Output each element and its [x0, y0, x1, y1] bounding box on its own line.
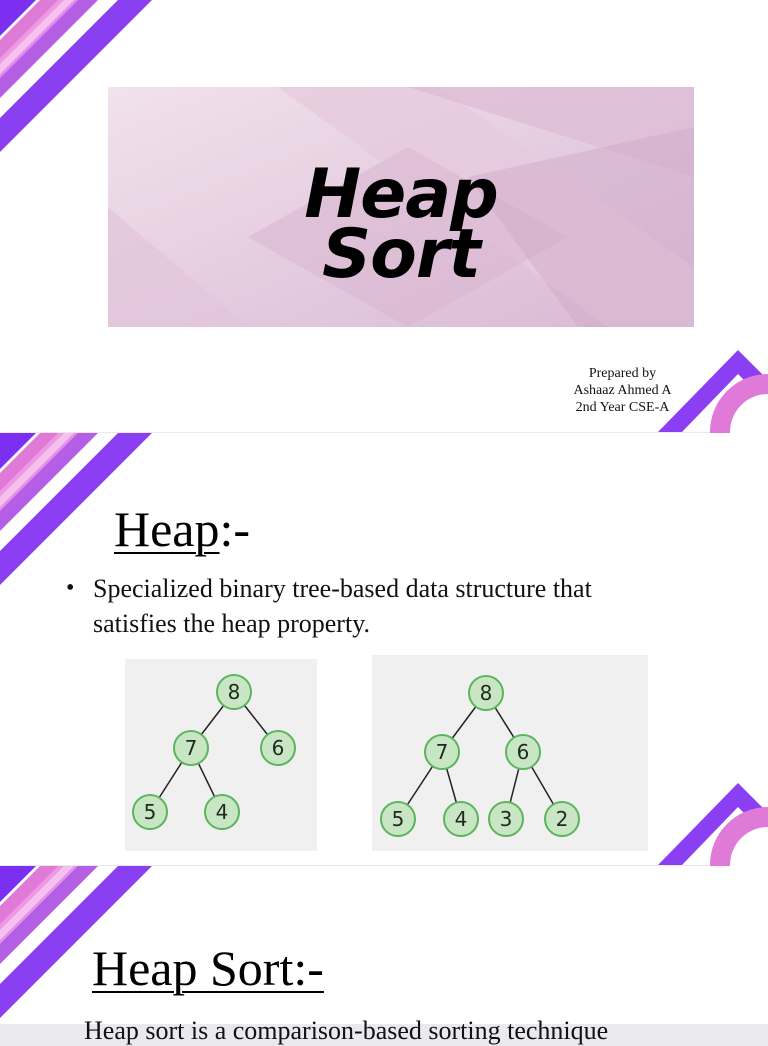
title-banner	[108, 87, 694, 327]
title-line-2: Sort	[322, 215, 480, 294]
heap-slide	[0, 433, 768, 865]
credit-prepared-by: Prepared by	[588, 366, 657, 381]
presentation-title	[108, 155, 694, 294]
tree2-node-label: 7	[435, 740, 449, 764]
corner-decoration-bottom-right	[658, 783, 768, 865]
heading-underlined: Heap	[114, 501, 220, 557]
credit-class: 2nd Year CSE-A	[575, 400, 670, 415]
tree2-node-label: 4	[454, 807, 468, 831]
bullet-text: Specialized binary tree-based data structure that satisfies the heap property.	[93, 574, 592, 638]
tree2-node-label: 2	[555, 807, 569, 831]
tree2-node-label: 3	[499, 807, 513, 831]
clipped-bullet-text: Heap sort is a comparison-based sorting technique	[84, 1016, 609, 1045]
tree1-node-label: 5	[143, 800, 157, 824]
tree1-node-label: 7	[184, 736, 198, 760]
tree2-node-label: 6	[516, 740, 530, 764]
title-slide	[0, 0, 768, 432]
heap-sort-heading	[92, 940, 324, 996]
heap-tree-diagram-2	[372, 655, 648, 851]
heap-sort-slide	[0, 866, 768, 1045]
heading-underlined: Heap Sort:-	[92, 940, 324, 996]
credit-author: Ashaaz Ahmed A	[573, 383, 672, 398]
heap-heading	[114, 501, 250, 557]
tree1-node-label: 6	[271, 736, 285, 760]
title-line-1: Heap	[304, 155, 498, 234]
tree2-node-label: 5	[391, 807, 405, 831]
tree1-node-label: 8	[227, 680, 241, 704]
tree1-node-label: 4	[215, 800, 229, 824]
corner-decoration-bottom-right	[658, 350, 768, 432]
bullet-dot-icon: •	[66, 575, 75, 601]
heading-suffix: :-	[219, 501, 251, 557]
tree2-node-label: 8	[479, 681, 493, 705]
heap-tree-diagram-1	[125, 659, 317, 851]
